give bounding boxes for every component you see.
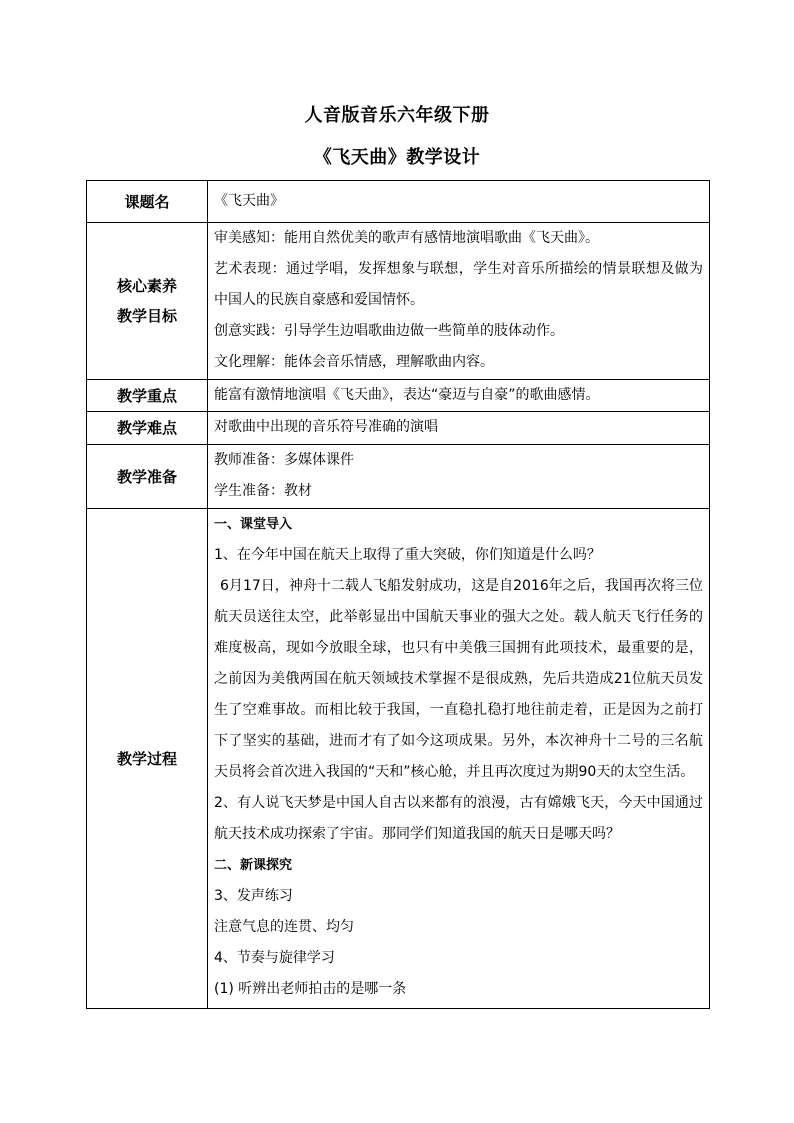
prep-teacher: 教师准备：多媒体课件: [214, 452, 354, 468]
prep-label: 教学准备: [87, 445, 208, 509]
table-row-difficulty: [87, 412, 710, 445]
process-content: [208, 509, 710, 1009]
topic-value: 《飞天曲》: [214, 193, 284, 209]
document-title: 人音版音乐六年级下册: [304, 105, 490, 126]
item-4: 4、节奏与旋律学习: [214, 950, 335, 966]
table-row-process: [87, 509, 710, 1009]
table-row-focus: [87, 380, 710, 412]
question-2: 2、有人说飞天梦是中国人自古以来都有的浪漫，古有嫦娥飞天，今天中国通过航天技术成功探索了宇宙。那同学们知道我国的航天日是哪天吗？: [214, 795, 703, 842]
goal-item: 创意实践：引导学生边唱歌曲边做一些简单的肢体动作。: [214, 323, 564, 339]
goal-item: 审美感知：能用自然优美的歌声有感情地演唱歌曲《飞天曲》。: [214, 230, 599, 246]
section-heading: 二、新课探究: [214, 858, 293, 873]
process-label: 教学过程: [87, 509, 208, 1009]
lesson-title: 《飞天曲》教学设计: [313, 147, 481, 168]
item-3: 3、发声练习: [214, 888, 293, 904]
topic-label: 课题名: [87, 181, 208, 223]
difficulty-value-cell: [208, 412, 710, 445]
prep-student: 学生准备：教材: [214, 483, 312, 499]
topic-value-cell: [208, 181, 710, 223]
table-row-prep: [87, 445, 710, 509]
focus-label: 教学重点: [87, 380, 208, 412]
section-heading: 一、课堂导入: [214, 517, 293, 532]
focus-value-cell: [208, 380, 710, 412]
item-3-detail: 注意气息的连贯、均匀: [214, 919, 354, 935]
difficulty-label: 教学难点: [87, 412, 208, 445]
question-1: 1、在今年中国在航天上取得了重大突破，你们知道是什么吗？: [214, 547, 601, 563]
item-4-sub-1: (1) 听辨出老师拍击的是哪一条: [214, 981, 407, 997]
question-1-paragraph: 6月17日，神舟十二载人飞船发射成功，这是自2016年之后，我国再次将三位航天员送往太空，此举彰显出中国航天事业的强大之处。载人航天飞行任务的难度极高，现如今放眼全球，也只有中美俄三国拥有此项技术，最重要的是，之前因为美俄两国在航天领域技术掌握不是很成熟，先后共造成21位航天员发生了空难事故。而相比较于我国，一直稳扎稳打地往前走着，正是因为之前打下了坚实的基础，进而才有了如今这项成果。另外，本次神舟十二号的三名航天员将会首次进入我国的“天和”核心舱，并且再次度过为期90天的太空生活。: [214, 578, 703, 780]
focus-value: 能富有激情地演唱《飞天曲》，表达“豪迈与自豪”的歌曲感情。: [214, 387, 600, 403]
table-row-goals: [87, 223, 710, 380]
goal-item: 艺术表现：通过学唱，发挥想象与联想，学生对音乐所描绘的情景联想及做为中国人的民族自豪感和爱国情怀。: [214, 261, 703, 308]
goals-content: [208, 223, 710, 380]
goal-item: 文化理解：能体会音乐情感，理解歌曲内容。: [214, 354, 494, 370]
goals-label: 核心素养 教学目标: [87, 223, 208, 380]
lesson-plan-table: [86, 180, 710, 1009]
difficulty-value: 对歌曲中出现的音乐符号准确的演唱: [214, 419, 438, 435]
table-row-topic: [87, 181, 710, 223]
prep-content: [208, 445, 710, 509]
